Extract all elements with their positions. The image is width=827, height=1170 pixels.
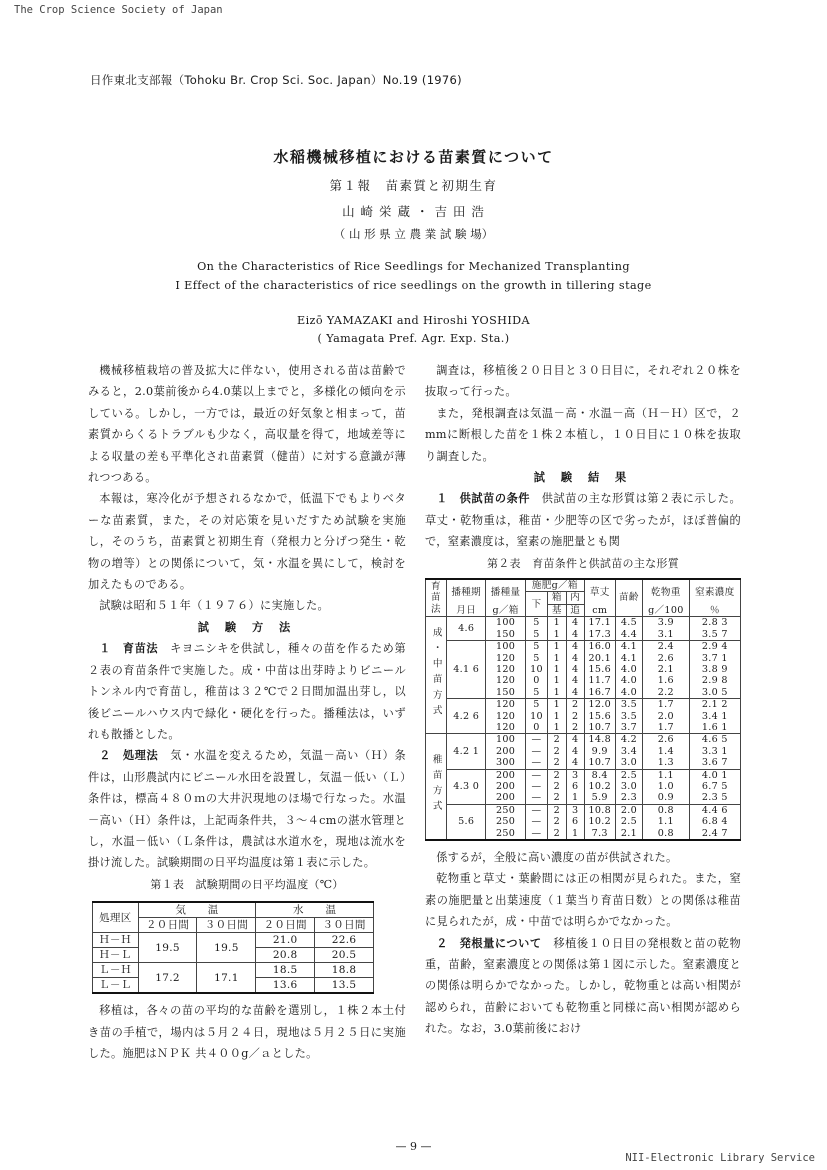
t2-cell: 4: [566, 757, 584, 769]
english-authors: Eizō YAMAZAKI and Hiroshi YOSHIDA: [297, 314, 530, 327]
t2-cell: 11.7: [584, 675, 615, 686]
table-2-caption: 第２表 育苗条件と供試苗の主な形質: [486, 556, 680, 570]
t2-cell: 4.1: [615, 653, 642, 664]
t2-cell: 4: [566, 746, 584, 757]
society-header: The Crop Science Society of Japan: [14, 4, 223, 16]
t2-cell: 120: [486, 653, 525, 664]
t2-cell: 20.1: [584, 653, 615, 664]
t2-cell: 100: [486, 617, 525, 629]
t2-cell: 120: [486, 699, 525, 711]
table-row: Ｈ－Ｈ 19.5 19.5 21.0 22.6: [93, 933, 374, 948]
t2-cell: 200: [486, 792, 525, 804]
t2-cell: 3.7 1: [689, 653, 740, 664]
t2-cell: 5: [525, 641, 547, 653]
table-row: [426, 769, 741, 781]
t2-cell: 2: [548, 804, 566, 816]
t2-cell: 5: [525, 617, 547, 629]
t2-cell: 1.1: [643, 816, 689, 827]
t2-date-cell: 4.1 6: [447, 641, 486, 699]
t2-cell: 15.6: [584, 664, 615, 675]
t2-cell: 3.8 9: [689, 664, 740, 675]
t2-cell: 3: [566, 769, 584, 781]
t2-cell: 17.3: [584, 629, 615, 641]
t2-cell: 250: [486, 804, 525, 816]
t2-cell: 4.4 6: [689, 804, 740, 816]
concentration-paragraph: 係するが，全般に高い濃度の苗が供試された。: [436, 851, 678, 864]
t2-cell: 250: [486, 828, 525, 840]
method-1-paragraph: １ 育苗法 キヨニシキを供試し，種々の苗を作るため第２表の育苗条件で実施した。成・中苗は出芽時よりビニールトンネル内で育苗し，稚苗は３２℃で２日間加温出芽し，以後ビニールハウス内で緑化・硬化を行った。播種法は，いずれも散播とした。: [88, 642, 406, 741]
t2-cell: 5.9: [584, 792, 615, 804]
t2-method-cell: 稚苗方式: [426, 734, 447, 840]
t2-cell: —: [525, 746, 547, 757]
t2-date-cell: 4.2 6: [447, 699, 486, 734]
result-1-heading: １ 供試苗の条件: [436, 492, 531, 506]
t2-cell: 2.4 7: [689, 828, 740, 840]
t2-cell: 300: [486, 757, 525, 769]
t2-cell: 3.6 7: [689, 757, 740, 769]
t2-cell: 2.1: [643, 664, 689, 675]
affiliation: （ 山 形 県 立 農 業 試 験 場）: [333, 227, 494, 241]
t2-cell: 2: [548, 757, 566, 769]
t2-cell: 2.9 4: [689, 641, 740, 653]
english-title: On the Characteristics of Rice Seedlings for Mechanized Transplanting: [197, 260, 630, 273]
t2-cell: 1: [548, 653, 566, 664]
transplant-paragraph: 移植は，各々の苗の平均的な苗齢を選別し，１株２本土付き苗の手植で，場内は５月２４日，現地は５月２５日に実施した。施肥はＮＰＫ 共４００g／ａとした。: [88, 1004, 406, 1060]
t2-cell: 2: [548, 816, 566, 827]
t2-cell: 2.6: [643, 734, 689, 746]
t2-cell: 120: [486, 711, 525, 722]
t2-cell: —: [525, 828, 547, 840]
t2-header-rate: 播種量: [486, 579, 525, 604]
table-2: 育苗法 播種期 播種量 施肥g／箱 草丈 苗齢 乾物重 窒素濃度 下 箱 内 月日 g／箱 基 追 cm g／100 ％ 成・中苗方式 4.6 100 5 1 4 17.1 4.5 3.9 2.8 3 150 5 1 4 17.3 4.4 3.1 3.5 7 4.1 6 100 5 1 4 16.0 4.1 2.4 2.9 4 120 5 1 4 20.1 4.1 2.6 3.7 1 120 10 1 4 15.6 4.0 2.1 3.8 9 120 0 1 4 11.7 4.0 1.6 2.9 8 150 5 1 4 16.7 4.0 2.2 3.0 5 4.2 6 120 5 1 2 12.0 3.5 1.7 2.1 2 120 10 1 2 15.6 3.5 2.0 3.4 1 120 0 1 2 10.7 3.7 1.7 1.6 1 稚苗方式 4.2 1 100 — 2 4 14.8 4.2 2.6 4.6 5 200 — 2 4 9.9 3.4 1.4 3.3 1 300 — 2 4 10.7 3.0 1.3 3.6 7 4.3 0 200 — 2 3 8.4 2.5 1.1 4.0 1 200 — 2 6 10.2 3.0 1.0 6.7 5 200 — 2 1 5.9 2.3 0.9 2.3 5 5.6 250 — 2 3 10.8 2.0 0.8 4.4 6 250 — 2 6 10.2 2.5 1.1 6.8 4 250 — 2 1 7.3 2.1 0.8 2.4 7: [425, 578, 741, 841]
t2-cell: 16.0: [584, 641, 615, 653]
t2-cell: 1: [566, 792, 584, 804]
t2-cell: 1: [548, 664, 566, 675]
t2-cell: 2: [548, 734, 566, 746]
t2-cell: 3.4 1: [689, 711, 740, 722]
result-2-heading: ２ 発根量について: [436, 936, 542, 950]
t2-cell: 2: [566, 711, 584, 722]
results-heading: 試 験 結 果: [533, 470, 633, 485]
method-2-heading: ２ 処理法: [99, 749, 159, 763]
t2-cell: 1: [548, 641, 566, 653]
table-row: Ｌ－Ｈ 17.2 17.1 18.5 18.8: [93, 963, 374, 978]
t2-cell: 1: [548, 617, 566, 629]
t2-cell: 0.8: [643, 828, 689, 840]
t2-cell: 3.9: [643, 617, 689, 629]
t2-cell: 6: [566, 816, 584, 827]
t2-cell: 2.5: [615, 816, 642, 827]
table-row: [426, 641, 741, 653]
t2-cell: 1.0: [643, 781, 689, 792]
paper-subtitle: 第１報 苗素質と初期生育: [329, 178, 498, 193]
t2-cell: 3.1: [643, 629, 689, 641]
t2-cell: 8.4: [584, 769, 615, 781]
t2-cell: —: [525, 816, 547, 827]
t2-cell: 3.0: [615, 757, 642, 769]
table-1: 処理区 気 温 水 温 ２０日間 ３０日間 ２０日間 ３０日間 Ｈ－Ｈ 19.5 19.5 21.0 22.6 Ｈ－Ｌ 20.8 20.5 Ｌ－Ｈ 17.2 17.1 18.5 18.8 Ｌ－Ｌ 13.6 13.5: [92, 901, 374, 994]
t2-cell: 100: [486, 641, 525, 653]
t2-cell: 3: [566, 804, 584, 816]
journal-line: 日作東北支部報（Tohoku Br. Crop Sci. Soc. Japan）No.19 (1976): [90, 73, 462, 87]
t2-cell: 3.3 1: [689, 746, 740, 757]
t2-cell: 2: [548, 828, 566, 840]
table-1-caption: 第１表 試験期間の日平均温度（℃）: [150, 877, 344, 891]
english-affiliation: ( Yamagata Pref. Agr. Exp. Sta.): [317, 332, 510, 345]
t2-date-cell: 4.2 1: [447, 734, 486, 769]
t2-cell: 1.3: [643, 757, 689, 769]
t2-cell: 1: [548, 722, 566, 734]
t1-header-water: 水 温: [256, 902, 374, 918]
t2-cell: 2: [566, 699, 584, 711]
t2-cell: 3.5: [615, 699, 642, 711]
t2-cell: 200: [486, 781, 525, 792]
t2-body: [426, 617, 741, 840]
t2-cell: 4: [566, 687, 584, 699]
t2-header-n: 窒素濃度: [689, 579, 740, 604]
t2-header-age: 苗齢: [615, 579, 642, 617]
page-number: — 9 —: [395, 1140, 432, 1153]
t2-cell: 1.6: [643, 675, 689, 686]
table-row: Ｌ－Ｌ 13.6 13.5: [93, 978, 374, 994]
t2-cell: 4.2: [615, 734, 642, 746]
result-1-paragraph: １ 供試苗の条件 供試苗の主な形質は第２表に示した。草丈・乾物重は，稚苗・少肥等の区で劣ったが，ほぼ普偏的で，窒素濃度は，窒素の施肥量とも関: [425, 492, 741, 549]
t2-cell: 250: [486, 816, 525, 827]
t2-date-cell: 4.6: [447, 617, 486, 641]
t2-cell: 1: [548, 687, 566, 699]
t2-cell: 2.5: [615, 769, 642, 781]
t2-cell: 1.7: [643, 699, 689, 711]
t2-cell: —: [525, 792, 547, 804]
t2-cell: —: [525, 804, 547, 816]
t2-cell: 2: [566, 722, 584, 734]
t2-cell: 5: [525, 687, 547, 699]
t2-cell: 4.5: [615, 617, 642, 629]
t2-cell: 10: [525, 664, 547, 675]
t2-cell: 120: [486, 675, 525, 686]
english-subtitle: I Effect of the characteristics of rice seedlings on the growth in tillering stage: [175, 279, 652, 292]
survey-paragraph: 調査は，移植後２０日目と３０日目に，それぞれ２０株を抜取って行った。: [425, 364, 741, 399]
method-2-paragraph: ２ 処理法 気・水温を変えるため，気温－高い（Ｈ）条件は，山形農試内にビニール水田を設置し，気温－低い（Ｌ）条件は，標高４８０ｍの大井沢現地のほ場で行なった。水温－高い（Ｈ）条件は，上記両条件共，３～４cmの湛水管理とし，水温－低い（Ｌ条件は，農試は水道水を，現地は流水を掛け流した。試験期間の日平均温度は第１表に示した。: [88, 749, 406, 870]
t2-cell: —: [525, 734, 547, 746]
t2-cell: 120: [486, 664, 525, 675]
t2-cell: 1: [566, 828, 584, 840]
t2-cell: 2: [548, 769, 566, 781]
t2-cell: 3.5 7: [689, 629, 740, 641]
t2-cell: 2.8 3: [689, 617, 740, 629]
t2-cell: 1: [548, 629, 566, 641]
t2-cell: 2.4: [643, 641, 689, 653]
t2-cell: 10.7: [584, 757, 615, 769]
t2-header-dry: 乾物重: [643, 579, 689, 604]
method-1-heading: １ 育苗法: [99, 642, 159, 656]
t2-cell: 4.1: [615, 641, 642, 653]
t2-cell: 4: [566, 734, 584, 746]
table-row: Ｈ－Ｌ 20.8 20.5: [93, 948, 374, 963]
t2-cell: —: [525, 769, 547, 781]
t2-cell: 1.4: [643, 746, 689, 757]
paper-title: 水稲機械移植における苗素質について: [273, 148, 554, 166]
t2-cell: 4.0: [615, 687, 642, 699]
table-row: [426, 617, 741, 629]
t2-cell: 150: [486, 687, 525, 699]
t2-cell: 3.5: [615, 711, 642, 722]
right-column: [425, 360, 741, 1040]
t2-cell: 2.1 2: [689, 699, 740, 711]
t2-cell: 10.2: [584, 781, 615, 792]
t2-cell: 4.6 5: [689, 734, 740, 746]
year-paragraph: 試験は昭和５１年（１９７６）に実施した。: [99, 599, 329, 613]
t2-cell: 2.0: [615, 804, 642, 816]
t2-cell: 0.9: [643, 792, 689, 804]
authors: 山 崎 栄 蔵 ・ 吉 田 浩: [342, 204, 485, 219]
t2-cell: 4: [566, 664, 584, 675]
t2-cell: 0: [525, 675, 547, 686]
t2-cell: 2.3 5: [689, 792, 740, 804]
t2-cell: 3.0: [615, 781, 642, 792]
t2-cell: 0: [525, 722, 547, 734]
t1-header-air: 気 温: [138, 902, 256, 918]
rooting-paragraph: また，発根調査は気温－高・水温－高（Ｈ－Ｈ）区で，２mmに断根した苗を１株２本植し，１０日目に１０株を抜取り調査した。: [425, 406, 741, 463]
t2-cell: 4: [566, 641, 584, 653]
t2-cell: 2.9 8: [689, 675, 740, 686]
t2-cell: 10: [525, 711, 547, 722]
t2-cell: 4.0: [615, 664, 642, 675]
t2-cell: 6.7 5: [689, 781, 740, 792]
t1-header-treatment: 処理区: [93, 902, 139, 933]
library-footer: NII-Electronic Library Service: [625, 1152, 815, 1164]
t2-cell: 6: [566, 781, 584, 792]
t2-cell: 2.3: [615, 792, 642, 804]
t2-date-cell: 5.6: [447, 804, 486, 840]
t2-cell: 2.1: [615, 828, 642, 840]
t2-cell: 5: [525, 699, 547, 711]
t2-date-cell: 4.3 0: [447, 769, 486, 804]
t2-header-fert: 施肥g／箱: [525, 579, 584, 592]
t2-cell: 120: [486, 722, 525, 734]
t2-cell: 1.1: [643, 769, 689, 781]
t2-cell: 2.2: [643, 687, 689, 699]
t2-cell: 2: [548, 792, 566, 804]
left-column: [88, 360, 406, 1064]
t2-cell: 4: [566, 653, 584, 664]
t2-cell: 1: [548, 711, 566, 722]
t2-cell: 1.7: [643, 722, 689, 734]
t2-cell: 2: [548, 746, 566, 757]
t2-cell: 2: [548, 781, 566, 792]
t2-cell: 10.2: [584, 816, 615, 827]
methods-heading: 試 験 方 法: [197, 619, 297, 634]
table-row: [426, 734, 741, 746]
t2-cell: 1: [548, 699, 566, 711]
t2-cell: 4: [566, 617, 584, 629]
t2-cell: 3.7: [615, 722, 642, 734]
t2-cell: 0.8: [643, 804, 689, 816]
t2-cell: 100: [486, 734, 525, 746]
t2-cell: 4.0: [615, 675, 642, 686]
t2-cell: 3.4: [615, 746, 642, 757]
t2-cell: —: [525, 757, 547, 769]
t2-cell: —: [525, 781, 547, 792]
t2-cell: 4: [566, 675, 584, 686]
table-row: [426, 804, 741, 816]
t2-method-cell: 成・中苗方式: [426, 617, 447, 734]
t2-cell: 1.6 1: [689, 722, 740, 734]
t2-cell: 5: [525, 653, 547, 664]
t2-cell: 4.0 1: [689, 769, 740, 781]
result-2-paragraph: ２ 発根量について 移植後１０日目の発根数と苗の乾物重，苗齢，窒素濃度との関係は第１図に示した。窒素濃度との関係は明らかでなかった。しかし，乾物重とは高い相関が認められ，苗齢においても乾物重と同様に高い相関が認められた。なお，3.0葉前後におけ: [425, 936, 741, 1036]
t2-cell: 4.4: [615, 629, 642, 641]
t2-cell: 3.0 5: [689, 687, 740, 699]
t2-cell: 17.1: [584, 617, 615, 629]
t2-cell: 15.6: [584, 711, 615, 722]
t2-cell: 9.9: [584, 746, 615, 757]
t2-cell: 16.7: [584, 687, 615, 699]
t2-cell: 10.8: [584, 804, 615, 816]
t2-cell: 150: [486, 629, 525, 641]
t2-cell: 200: [486, 746, 525, 757]
t2-header-height: 草丈: [584, 579, 615, 604]
t2-cell: 12.0: [584, 699, 615, 711]
t2-cell: 7.3: [584, 828, 615, 840]
t2-cell: 2.0: [643, 711, 689, 722]
aim-paragraph: 本報は，寒冷化が予想されるなかで，低温下でもよりベターな苗素質，また，その対応策を見いだすため試験を実施し，そのうち，苗素質と初期生育（発根力と分げつ発生・乾物の増等）との関係について，気・水温を異にして，検討を加えたものである。: [88, 492, 406, 592]
t2-header-date: 播種期: [447, 579, 486, 604]
correlation-paragraph: 乾物重と草丈・葉齢間には正の相関が見られた。また，窒素の施肥量と出葉速度（１葉当り育苗日数）との関係は稚苗に見られたが，成・中苗では明らかでなかった。: [425, 872, 741, 929]
t2-cell: 5: [525, 629, 547, 641]
t2-cell: 14.8: [584, 734, 615, 746]
t2-cell: 4: [566, 629, 584, 641]
t2-cell: 200: [486, 769, 525, 781]
t2-cell: 6.8 4: [689, 816, 740, 827]
t2-cell: 1: [548, 675, 566, 686]
table-row: [426, 699, 741, 711]
intro-paragraph: 機械移植栽培の普及拡大に伴ない，使用される苗は苗齢でみると，2.0葉前後から4.0葉以上までと，多様化の傾向を示している。しかし，一方では，最近の好気象と相まって，苗素質からくるトラブルも少なく，高収量を得て，地域差等による収量の差も平準化され苗素質（健苗）に対する意識が薄れつつある。: [88, 364, 406, 485]
t2-cell: 10.7: [584, 722, 615, 734]
t2-cell: 2.6: [643, 653, 689, 664]
t2-header-method: 育苗法: [426, 579, 447, 617]
